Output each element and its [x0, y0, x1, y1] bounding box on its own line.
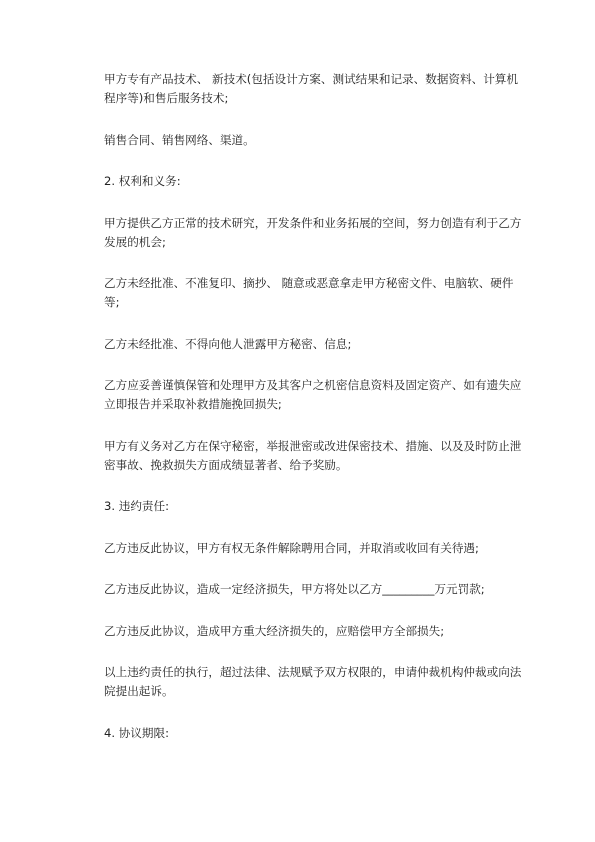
paragraph-rewards: 甲方有义务对乙方在保守秘密，举报泄密或改进保密技术、措施、以及及时防止泄密事故、挽救损失方面成绩显著者、给予奖励。 [104, 439, 522, 472]
paragraph-safekeeping: 乙方应妥善谨慎保管和处理甲方及其客户之机密信息资料及固定资产、如有遗失应立即报告并采取补救措施挽回损失; [104, 378, 522, 411]
paragraph-arbitration: 以上违约责任的执行，超过法律、法规赋予双方权限的，申请仲裁机构仲裁或向法院提出起诉。 [104, 665, 522, 698]
paragraph-no-disclosure: 乙方未经批准、不得向他人泄露甲方秘密、信息; [104, 337, 352, 351]
paragraph-no-copying: 乙方未经批准、不准复印、摘抄、 随意或恶意拿走甲方秘密文件、电脑软、硬件等; [104, 276, 514, 309]
paragraph-proprietary-technology: 甲方专有产品技术、 新技术(包括设计方案、测试结果和记录、数据资料、计算机程序等)和售后服务技术; [104, 72, 518, 105]
section-heading-rights-obligations: 2. 权利和义务: [104, 174, 181, 188]
paragraph-compensation: 乙方违反此协议，造成甲方重大经济损失的，应赔偿甲方全部损失; [104, 624, 445, 638]
paragraph-termination: 乙方违反此协议，甲方有权无条件解除聘用合同，并取消或收回有关待遇; [104, 541, 479, 555]
document-body [104, 70, 524, 743]
paragraph-penalty: 乙方违反此协议，造成一定经济损失，甲方将处以乙方_________万元罚款; [104, 582, 485, 596]
paragraph-party-a-provides: 甲方提供乙方正常的技术研究，开发条件和业务拓展的空间，努力创造有利于乙方发展的机会; [104, 216, 522, 249]
section-heading-term: 4. 协议期限: [104, 726, 170, 740]
section-heading-liability: 3. 违约责任: [104, 499, 170, 513]
paragraph-sales-contracts: 销售合同、销售网络、渠道。 [104, 133, 255, 147]
